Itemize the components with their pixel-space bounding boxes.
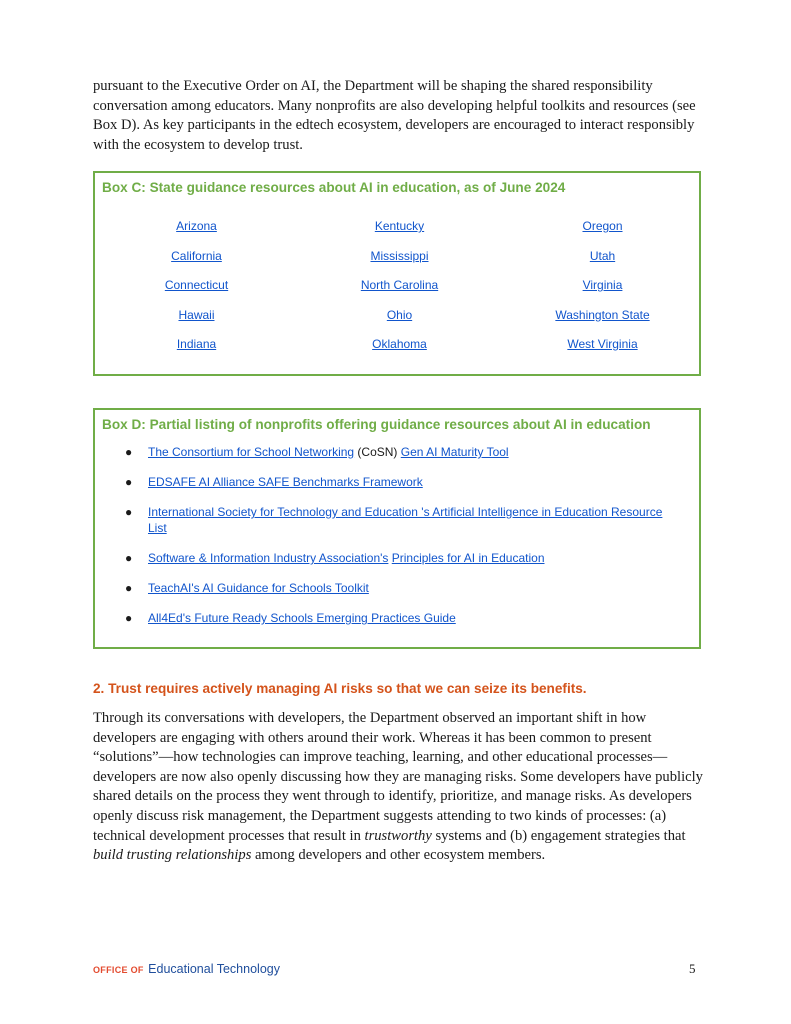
box-d <box>93 408 701 649</box>
resource-link[interactable]: EDSAFE AI Alliance SAFE Benchmarks Framework <box>148 475 423 489</box>
state-link[interactable]: West Virginia <box>567 337 638 351</box>
state-link[interactable]: Connecticut <box>164 278 229 292</box>
bullet-icon: ● <box>125 505 133 519</box>
paragraph-text: systems and (b) engagement strategies that <box>431 827 686 844</box>
state-link[interactable]: Kentucky <box>374 219 425 233</box>
section-paragraph <box>93 709 705 866</box>
box-c <box>93 171 701 376</box>
state-link[interactable]: Utah <box>589 248 616 263</box>
logo-office-of: OFFICE OF <box>93 965 144 975</box>
state-link[interactable]: Mississippi <box>370 248 429 263</box>
paragraph-text: Through its conversations with developers, the Department observed an important shift in how developers are engaging with others around their work. Whereas it has been common to present “solutions”—how technologies can improve teaching, learning, and other educational processes—developers are now also openly discussing how they are managing risks. Some developers have publicly shared details on the process they went through to identify, prioritize, and manage risks. As developers openly discuss risk management, the Department suggests attending to two kinds of processes: (a) technical development processes that result in <box>93 710 703 844</box>
page-number: 5 <box>689 961 696 976</box>
box-c-title: Box C: State guidance resources about AI in education, as of June 2024 <box>102 180 566 195</box>
resource-link[interactable]: TeachAI's AI Guidance for Schools Toolkit <box>148 581 369 595</box>
list-item <box>123 444 683 460</box>
state-link[interactable]: Ohio <box>386 307 413 322</box>
list-item-text: (CoSN) <box>354 445 401 459</box>
list-item <box>123 550 683 566</box>
list-item <box>123 474 683 490</box>
emphasis-trusting-relationships: build trusting relationships <box>93 847 252 864</box>
list-item <box>123 610 683 626</box>
nonprofit-list <box>123 444 683 626</box>
state-link[interactable]: Oklahoma <box>372 337 427 351</box>
box-d-title: Box D: Partial listing of nonprofits offering guidance resources about AI in education <box>102 417 651 432</box>
state-link[interactable]: Oregon <box>582 219 623 233</box>
state-link[interactable]: Indiana <box>176 337 217 351</box>
state-links-grid <box>95 217 699 354</box>
bullet-icon: ● <box>125 445 133 459</box>
state-link[interactable]: Arizona <box>176 219 217 233</box>
bullet-icon: ● <box>125 475 133 489</box>
resource-link[interactable]: Gen AI Maturity Tool <box>400 445 509 459</box>
resource-link[interactable]: All4Ed's Future Ready Schools Emerging Practices Guide <box>148 611 456 625</box>
list-item <box>123 504 683 536</box>
state-link[interactable]: Virginia <box>582 278 623 292</box>
resource-link[interactable]: Principles for AI in Education <box>391 551 545 565</box>
paragraph-text: among developers and other ecosystem members. <box>251 847 546 864</box>
section-heading: 2. Trust requires actively managing AI risks so that we can seize its benefits. <box>93 681 587 696</box>
state-link[interactable]: North Carolina <box>360 278 439 292</box>
state-link[interactable]: Hawaii <box>178 307 215 322</box>
intro-paragraph: pursuant to the Executive Order on AI, the Department will be shaping the shared responsibility conversation among educators. Many nonprofits are also developing helpful toolkits and resources (see Box D). As key participants in the edtech ecosystem, developers are encouraged to interact responsibly with the ecosystem to develop trust. <box>93 78 696 153</box>
nonprofit-link[interactable]: The Consortium for School Networking <box>148 445 355 459</box>
list-item <box>123 580 683 596</box>
bullet-icon: ● <box>125 551 133 565</box>
resource-link[interactable]: International Society for Technology and Education 's Artificial Intelligence in Education Resource List <box>148 505 663 535</box>
state-link[interactable]: California <box>171 248 222 263</box>
state-link[interactable]: Washington State <box>555 307 650 322</box>
bullet-icon: ● <box>125 581 133 595</box>
nonprofit-link[interactable]: Software & Information Industry Association's <box>148 551 389 565</box>
bullet-icon: ● <box>125 611 133 625</box>
logo-educational-technology: Educational Technology <box>148 962 280 976</box>
emphasis-trustworthy: trustworthy <box>364 827 432 844</box>
office-edtech-logo <box>93 960 280 978</box>
